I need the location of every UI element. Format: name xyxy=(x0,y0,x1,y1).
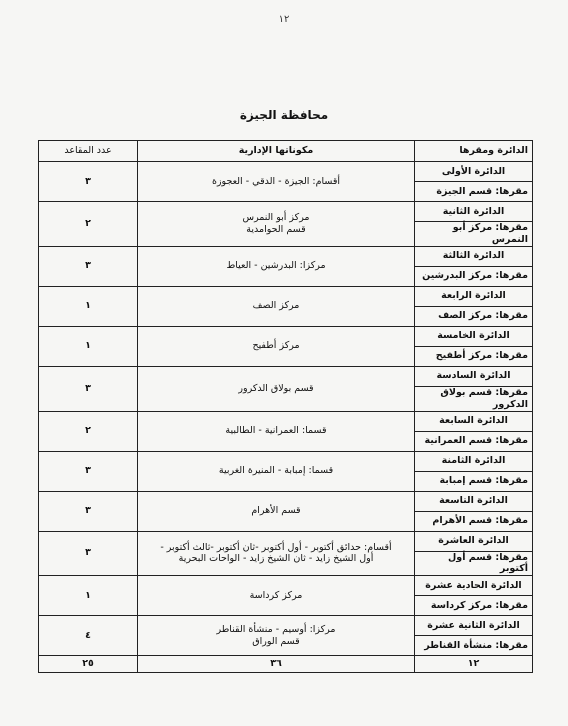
table-row xyxy=(39,202,533,222)
districts-table xyxy=(38,140,533,673)
component-line: قسما: إمبابة - المنيرة الغربية xyxy=(218,465,334,477)
table-row xyxy=(39,326,533,346)
district-components xyxy=(138,411,415,451)
district-components xyxy=(138,491,415,531)
district-name: الدائرة الحادية عشرة xyxy=(415,576,533,596)
table-row xyxy=(39,616,533,636)
district-name: الدائرة الخامسة xyxy=(415,326,533,346)
table-row xyxy=(39,246,533,266)
district-name: الدائرة الثامنة xyxy=(415,451,533,471)
component-line: قسم الأهرام xyxy=(251,505,301,517)
district-components xyxy=(138,246,415,286)
header-district: الدائرة ومقرها xyxy=(415,141,533,162)
component-line: قسم الحوامدية xyxy=(246,223,306,235)
component-line: قسما: العمرانية - الطالبية xyxy=(225,425,327,437)
table-row xyxy=(39,411,533,431)
district-seats: ٢ xyxy=(39,202,138,247)
district-seats: ١ xyxy=(39,326,138,366)
table-header-row xyxy=(39,141,533,162)
district-components xyxy=(138,531,415,576)
district-seats: ٣ xyxy=(39,162,138,202)
component-line: أقسام: حدائق أكتوبر - أول أكتوبر -ثان أكتوبر -ثالث أكتوبر - xyxy=(160,541,392,553)
district-name: الدائرة الثانية xyxy=(415,202,533,222)
page-number: ١٢ xyxy=(278,14,290,25)
district-hq: مقرها: قسم الأهرام xyxy=(415,511,533,531)
district-hq: مقرها: مركز أطفيح xyxy=(415,346,533,366)
district-hq: مقرها: قسم العمرانية xyxy=(415,431,533,451)
district-name: الدائرة السادسة xyxy=(415,366,533,386)
page-title: محافظة الجيزة xyxy=(239,108,329,122)
component-line: مركز أطفيح xyxy=(252,340,300,352)
district-hq: مقرها: مركز كرداسة xyxy=(415,596,533,616)
district-hq: مقرها: مركز البدرشين xyxy=(415,266,533,286)
district-components xyxy=(138,326,415,366)
total-districts: ١٢ xyxy=(415,656,533,673)
table-row xyxy=(39,576,533,596)
district-seats: ٣ xyxy=(39,246,138,286)
total-seats: ٢٥ xyxy=(39,656,138,673)
component-line: قسم بولاق الدكرور xyxy=(238,382,314,394)
district-seats: ١ xyxy=(39,576,138,616)
district-name: الدائرة الرابعة xyxy=(415,286,533,306)
component-line: قسم الوراق xyxy=(252,635,300,647)
district-name: الدائرة الأولى xyxy=(415,162,533,182)
header-seats: عدد المقاعد xyxy=(39,141,138,162)
district-components xyxy=(138,576,415,616)
district-hq: مقرها: قسم إمبابة xyxy=(415,471,533,491)
header-components: مكوناتها الإدارية xyxy=(138,141,415,162)
component-line: مركزا: البدرشين - العياط xyxy=(226,260,326,272)
table-row xyxy=(39,162,533,182)
district-seats: ١ xyxy=(39,286,138,326)
district-seats: ٤ xyxy=(39,616,138,656)
district-name: الدائرة التاسعة xyxy=(415,491,533,511)
district-name: الدائرة السابعة xyxy=(415,411,533,431)
district-components xyxy=(138,202,415,247)
district-hq: مقرها: قسم أول أكتوبر xyxy=(415,551,533,576)
district-seats: ٣ xyxy=(39,451,138,491)
district-name: الدائرة الثالثة xyxy=(415,246,533,266)
total-components: ٣٦ xyxy=(138,656,415,673)
district-components xyxy=(138,451,415,491)
district-seats: ٣ xyxy=(39,531,138,576)
district-name: الدائرة العاشرة xyxy=(415,531,533,551)
totals-row xyxy=(39,656,533,673)
component-line: مركز أبو النمرس xyxy=(242,212,310,223)
component-line: مركزا: أوسيم - منشأة القناطر xyxy=(216,623,336,635)
district-hq: مقرها: مركز الصف xyxy=(415,306,533,326)
table-row xyxy=(39,451,533,471)
table-row xyxy=(39,531,533,551)
district-seats: ٣ xyxy=(39,491,138,531)
district-hq: مقرها: قسم بولاق الدكرور xyxy=(415,386,533,411)
district-components xyxy=(138,366,415,411)
district-hq: مقرها: مركز أبو النمرس xyxy=(415,222,533,247)
component-line: مركز الصف xyxy=(252,300,300,312)
district-hq: مقرها: قسم الجيزة xyxy=(415,182,533,202)
district-components xyxy=(138,162,415,202)
component-line: أول الشيخ زايد - ثان الشيخ زايد - الواحات البحرية xyxy=(178,553,374,565)
district-hq: مقرها: منشأة القناطر xyxy=(415,636,533,656)
district-seats: ٣ xyxy=(39,366,138,411)
component-line: أقسام: الجيزة - الدقي - العجوزة xyxy=(211,175,341,187)
table-row xyxy=(39,286,533,306)
district-components xyxy=(138,286,415,326)
table-body xyxy=(39,162,533,673)
district-name: الدائرة الثانية عشرة xyxy=(415,616,533,636)
table-row xyxy=(39,491,533,511)
component-line: مركز كرداسة xyxy=(249,589,303,601)
district-components xyxy=(138,616,415,656)
district-seats: ٢ xyxy=(39,411,138,451)
table-row xyxy=(39,366,533,386)
